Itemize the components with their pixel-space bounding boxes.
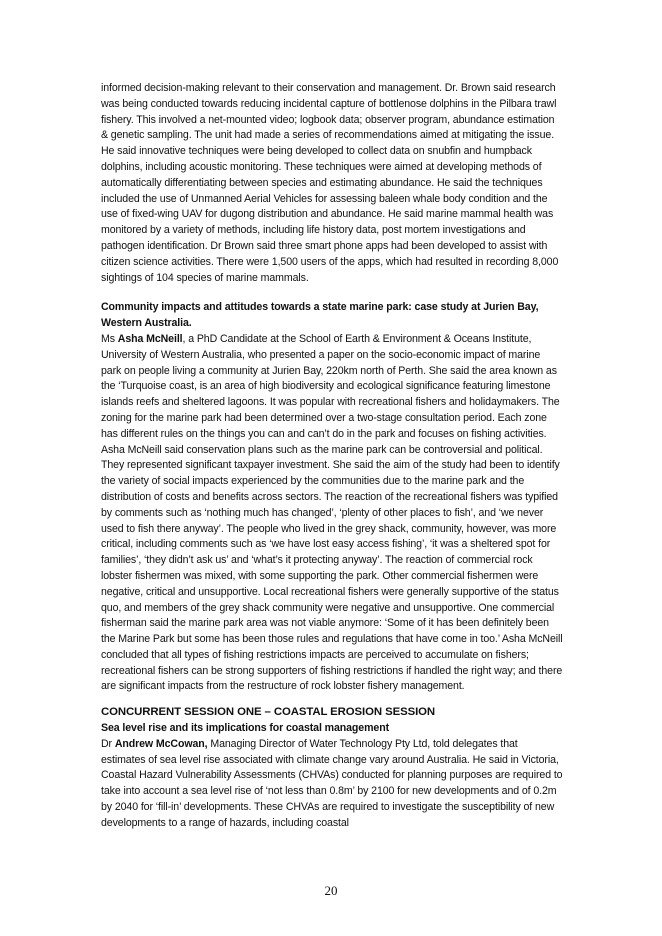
speaker-title: Ms	[101, 332, 118, 345]
paragraph-gap	[101, 286, 563, 300]
section-heading: Community impacts and attitudes towards a state marine park: case study at Jurien Bay, Western Australia.	[101, 301, 539, 330]
page-number: 20	[324, 883, 338, 898]
speaker-name: Asha McNeill	[117, 332, 183, 345]
body-paragraph	[101, 737, 563, 832]
paragraph-text: Managing Director of Water Technology Pty Ltd, told delegates that estimates of sea level rise associated with climate change vary around Australia. He said in Victoria, Coastal Hazard Vulnerability Assessments (CHVAs) conducted for planning purposes are required to take into account a sea level rise of ‘not less than 0.8m’ by 2100 for new developments and of 0.2m by 2040 for ‘fill-in’ developments. These CHVAs are required to investigate the susceptibility of new developments to a range of hazards, including coastal	[101, 737, 563, 829]
body-paragraph: informed decision-making relevant to their conservation and management. Dr. Brown said research was being conducted towards reducing incidental capture of bottlenose dolphins in the Pilbara trawl fishery. This involved a net-mounted video; logbook data; observer program, abundance estimation & genetic sampling. The unit had made a series of recommendations aimed at mitigating the issue. He said innovative techniques were being developed to collect data on snubfin and humpback dolphins, including acoustic monitoring. These techniques were aimed at developing methods of automatically differentiating between species and estimating abundance. He said the techniques included the use of Unmanned Aerial Vehicles for assessing baleen whale body condition and the use of fixed-wing UAV for dugong distribution and abundance. He said marine mammal health was monitored by a variety of methods, including life history data, post mortem investigations and pathogen identification. Dr Brown said three smart phone apps had been developed to assist with citizen science activities. There were 1,500 users of the apps, which had resulted in recording 8,000 sightings of 104 species of marine mammals.	[101, 82, 559, 284]
paragraph-text: , a PhD Candidate at the School of Earth & Environment & Oceans Institute, University of Western Australia, who presented a paper on the socio-economic impact of marine park on people living a community at Jurien Bay, 220km north of Perth. She said the area known as the ‘Turquoise coast, is an area of high biodiversity and ecological significance featuring limestone islands reefs and sheltered lagoons. It was popular with recreational fishers and holidaymakers. The zoning for the marine park had been determined over a two-stage consultation period. Each zone has different rules on the things you can and can’t do in the park and focuses on fishing activities. Asha McNeill said conservation plans such as the marine park can be controversial and political. They represented significant taxpayer investment. She said the aim of the study had been to identify the variety of social impacts experienced by the communities due to the marine park and the distribution of costs and benefits across sectors. The reaction of the recreational fishers was typified by comments such as ‘nothing much has changed’, ‘plenty of other places to fish’, and ‘we never used to fish there anyway’. The people who lived in the grey shack, community, however, was more critical, including comments such as ‘we have lost easy access fishing’, ‘it was a sheltered spot for families’, ‘they didn’t ask us’ and ‘what’s it protecting anyway’. The reaction of commercial rock lobster fishermen was mixed, with some supporting the park. Other commercial fishermen were negative, critical and unsupportive. Local recreational fishers were generally supportive of the status quo, and members of the grey shack community were negative and unsupportive. One commercial fisherman said the marine park area was not viable anymore: ‘Some of it has been definitely been the Marine Park but some has been those rules and regulations that have come in too.’ Asha McNeill concluded that all types of fishing restrictions impacts are perceived to accumulate on fishers; recreational fishers can be strong supporters of fishing restrictions if handled the right way; and there are significant impacts from the restructure of rock lobster fishery management.	[101, 332, 563, 693]
page-body	[101, 81, 563, 832]
section-heading: Sea level rise and its implications for coastal management	[101, 722, 389, 735]
paragraph-gap	[101, 695, 563, 705]
speaker-title: Dr	[101, 737, 115, 750]
session-heading: CONCURRENT SESSION ONE – COASTAL EROSION SESSION	[101, 706, 436, 719]
body-paragraph	[101, 332, 563, 695]
speaker-name: Andrew McCowan,	[114, 737, 208, 750]
